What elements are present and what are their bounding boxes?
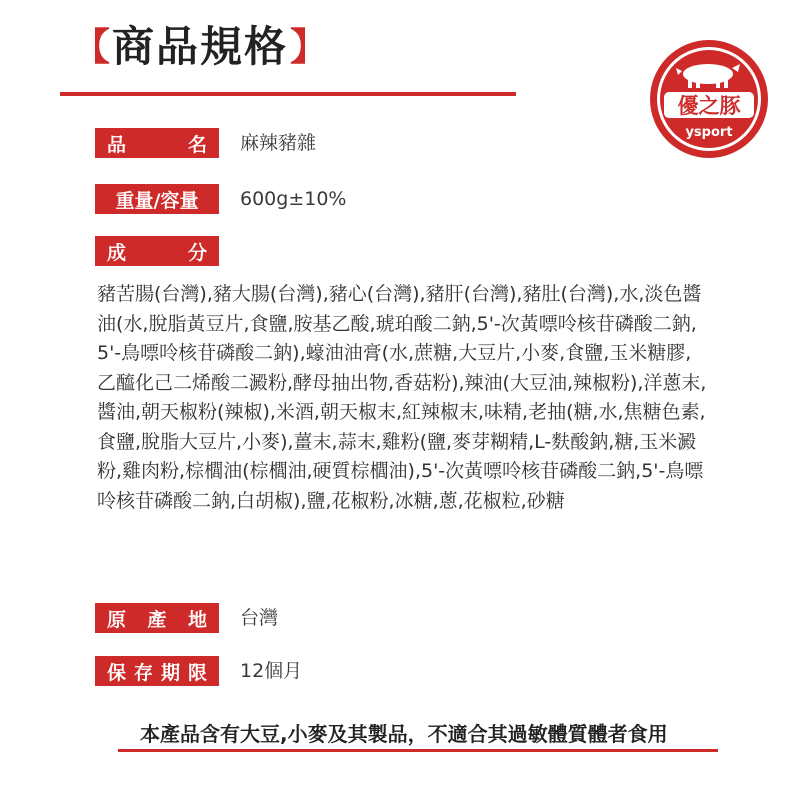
origin-label-char: 地 xyxy=(187,608,207,631)
logo-english: ysport xyxy=(685,125,733,140)
ingredients-label xyxy=(95,236,219,266)
page-title xyxy=(72,22,329,71)
shelf-label-char: 限 xyxy=(187,661,207,684)
name-label xyxy=(95,128,219,158)
origin-label-char: 原 xyxy=(107,608,127,631)
allergy-note: 本產品含有大豆,小麥及其製品，不適合其過敏體質體者食用 xyxy=(140,722,668,746)
weight-label-text: 重量/容量 xyxy=(115,189,199,212)
title-bracket-left: 【 xyxy=(72,25,111,69)
shelf-life-label xyxy=(95,656,219,686)
weight-label xyxy=(95,184,219,214)
shelf-label-char: 保 xyxy=(107,661,127,684)
ingredients-label-char: 分 xyxy=(187,241,207,264)
ingredients-text: 豬苦腸(台灣),豬大腸(台灣),豬心(台灣),豬肝(台灣),豬肚(台灣),水,淡色醬油(水,脫脂黃豆片,食鹽,胺基乙酸,琥珀酸二鈉,5'-次黃嘌呤核苷磷酸二鈉,5'-鳥嘌呤核苷磷酸二鈉),蠔油油膏(水,蔗糖,大豆片,小麥,食鹽,玉米糖膠,乙醯化己二烯酸二澱粉,酵母抽出物,香菇粉),辣油(大豆油,辣椒粉),洋蔥末,醬油,朝天椒粉(辣椒),米酒,朝天椒末,紅辣椒末,味精,老抽(糖,水,焦糖色素,食鹽,脫脂大豆片,小麥),薑末,蒜末,雞粉(鹽,麥芽糊精,L-麩酸鈉,糖,玉米澱粉,雞肉粉,棕櫚油(棕櫚油,硬質棕櫚油),5'-次黃嘌呤核苷磷酸二鈉,5'-鳥嘌呤核苷磷酸二鈉,白胡椒),鹽,花椒粉,冰糖,蔥,花椒粒,砂糖 xyxy=(97,283,707,512)
weight-value: 600g±10% xyxy=(240,188,347,210)
origin-label-char: 產 xyxy=(147,608,167,631)
allergy-underline xyxy=(118,749,718,752)
ingredients-label-char: 成 xyxy=(107,241,127,264)
title-text: 商品規格 xyxy=(112,22,289,71)
ysport-logo xyxy=(648,38,770,160)
logo-text: 優之豚 xyxy=(677,94,741,118)
title-underline xyxy=(60,92,516,96)
name-label-char: 品 xyxy=(107,133,127,156)
shelf-label-char: 存 xyxy=(133,661,153,684)
title-bracket-right: 】 xyxy=(290,25,329,69)
shelf-life-value: 12個月 xyxy=(240,660,303,682)
origin-value: 台灣 xyxy=(240,607,279,629)
name-value: 麻辣豬雜 xyxy=(240,132,317,154)
shelf-label-char: 期 xyxy=(160,661,180,684)
origin-label xyxy=(95,603,219,633)
name-label-char: 名 xyxy=(187,133,207,156)
